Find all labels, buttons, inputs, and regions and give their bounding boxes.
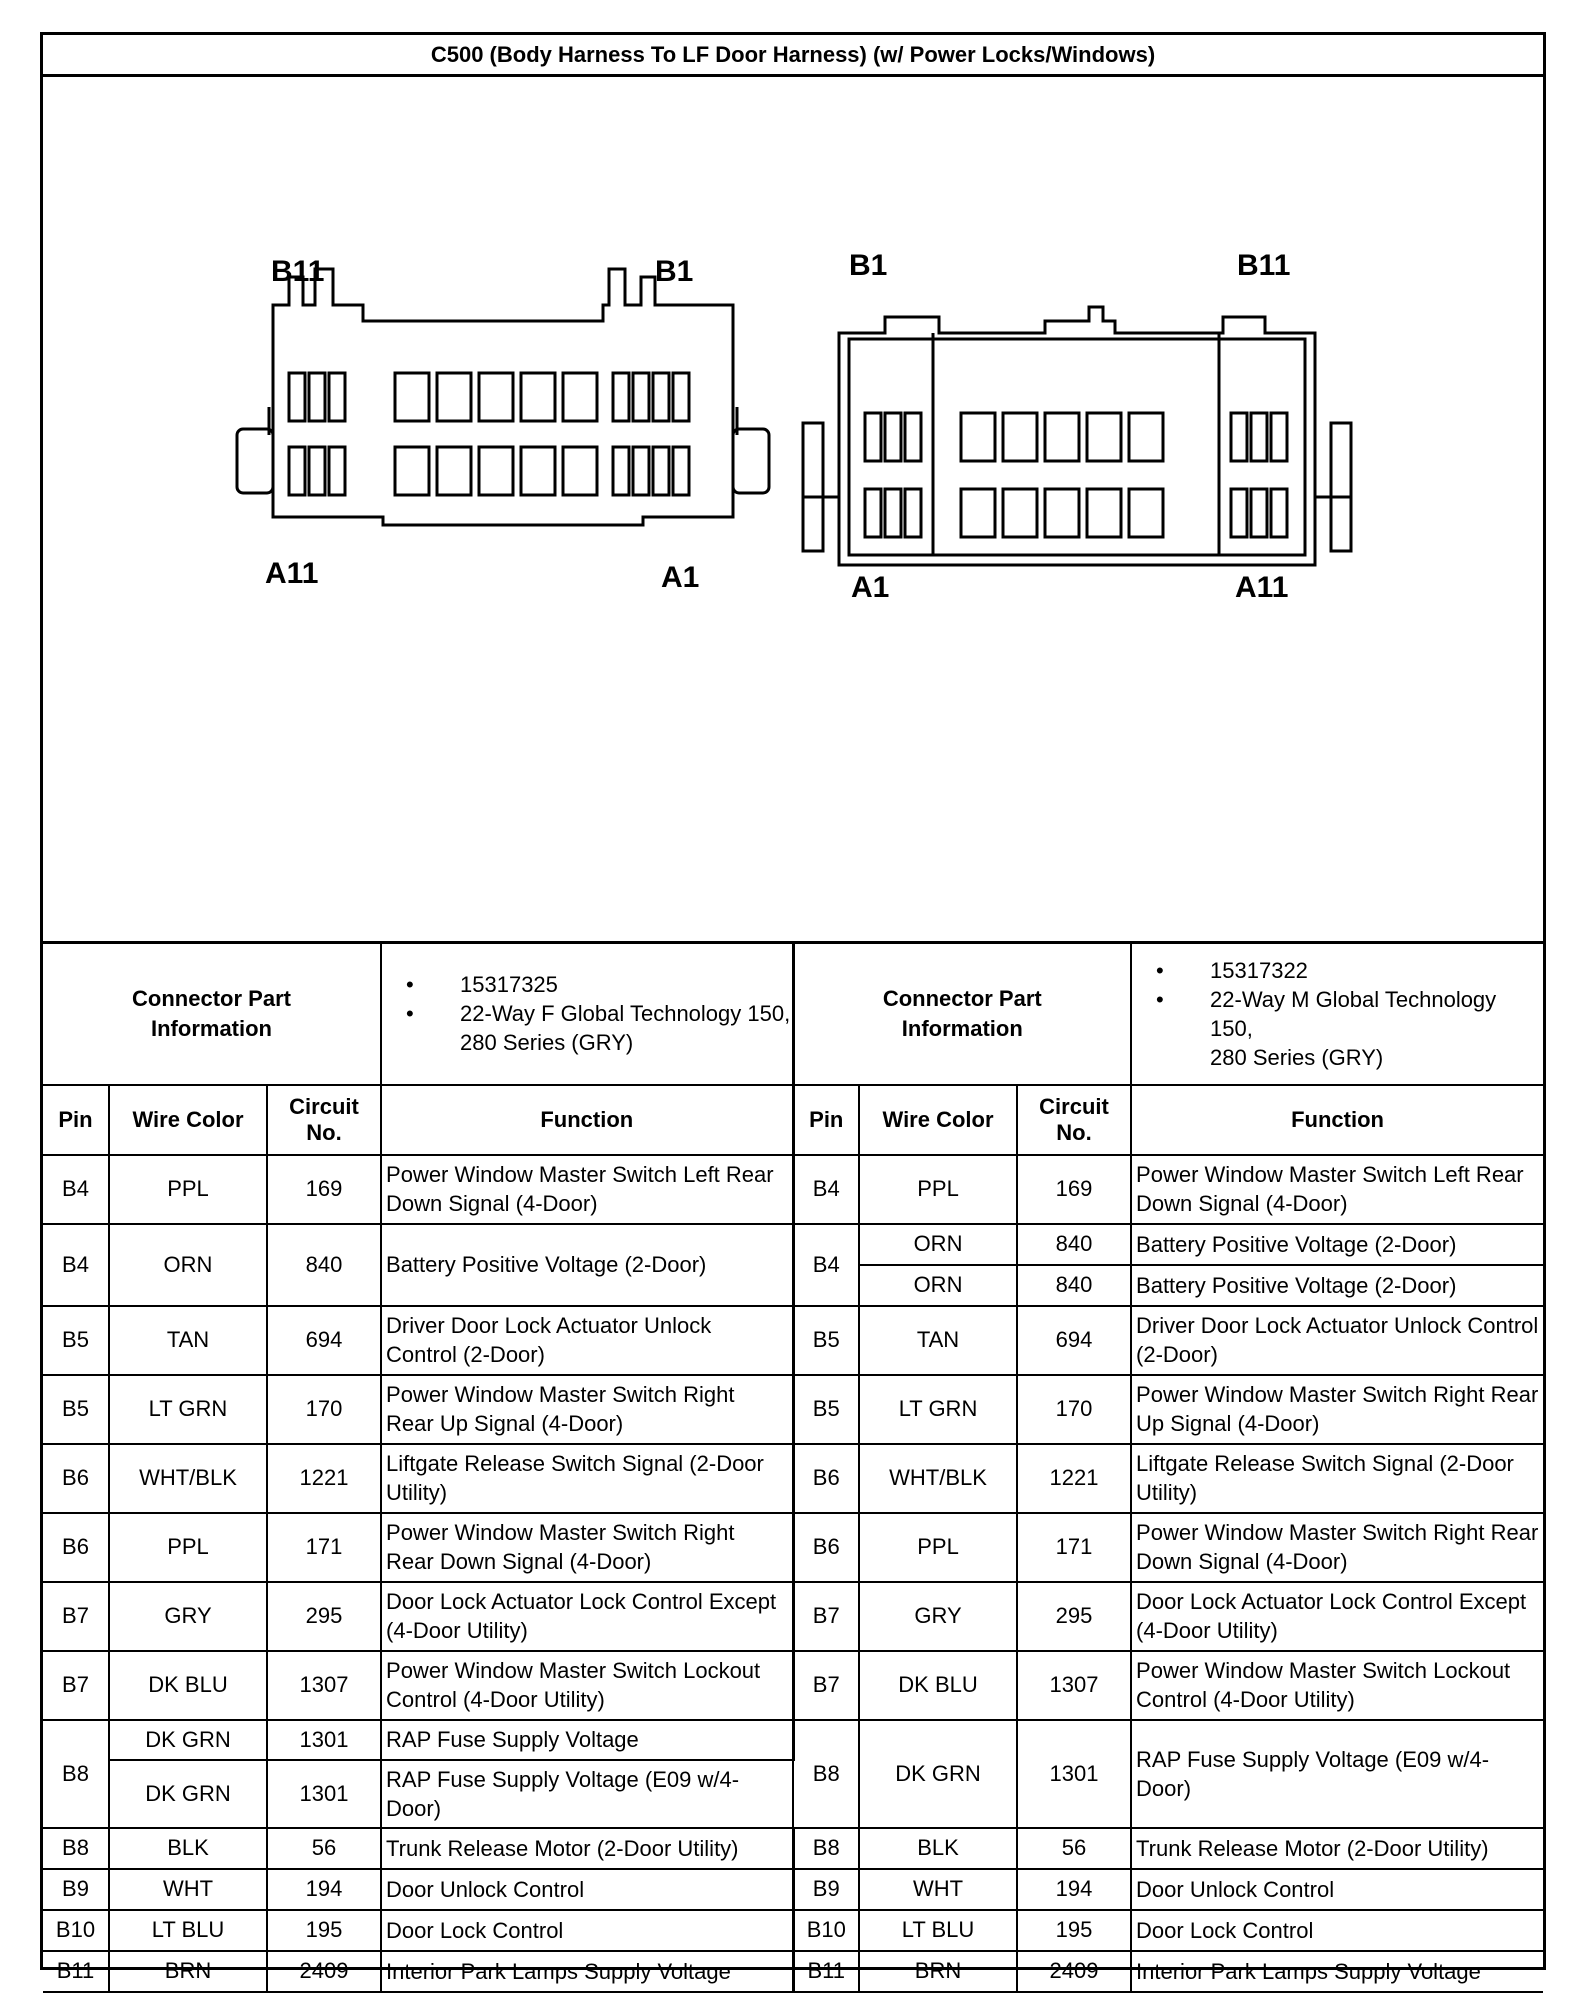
function-cell: Power Window Master Switch Left Rear Down Signal (4-Door)	[381, 1155, 793, 1224]
female-cavities-row-a	[289, 447, 689, 495]
part-info-label-line2: Information	[151, 1015, 272, 1041]
wire-color-cell: ORN	[859, 1265, 1017, 1306]
circuit-cell: 194	[1017, 1869, 1131, 1910]
pin-cell: B5	[43, 1375, 109, 1444]
wire-color-cell: PPL	[859, 1155, 1017, 1224]
wire-color-cell: LT BLU	[109, 1910, 267, 1951]
connector-sheet	[40, 32, 1546, 1984]
pin-cell: B11	[793, 1951, 859, 1992]
table-row	[43, 1306, 1543, 1375]
part-info-list-left	[382, 970, 792, 1057]
table-row	[43, 1951, 1543, 1992]
function-cell: Trunk Release Motor (2-Door Utility)	[1131, 1828, 1543, 1869]
function-cell: Battery Positive Voltage (2-Door)	[381, 1224, 793, 1306]
wire-color-cell: WHT/BLK	[859, 1444, 1017, 1513]
pin-cell: B8	[793, 1720, 859, 1828]
circuit-cell: 840	[1017, 1224, 1131, 1265]
female-label-b11: B11	[271, 255, 325, 288]
wire-color-cell: WHT	[109, 1869, 267, 1910]
circuit-cell: 195	[1017, 1910, 1131, 1951]
wire-color-cell: DK BLU	[859, 1651, 1017, 1720]
circuit-cell: 1301	[267, 1720, 381, 1760]
header-function: Function	[381, 1085, 793, 1155]
pin-cell: B9	[793, 1869, 859, 1910]
wire-color-cell: ORN	[859, 1224, 1017, 1265]
header-wire-color: Wire Color	[859, 1085, 1017, 1155]
wire-color-cell: TAN	[109, 1306, 267, 1375]
circuit-cell: 171	[1017, 1513, 1131, 1582]
circuit-cell: 2409	[267, 1951, 381, 1992]
male-cavities-row-a	[865, 489, 1287, 537]
header-pin: Pin	[793, 1085, 859, 1155]
connector-drawings	[43, 77, 1543, 943]
function-cell: Trunk Release Motor (2-Door Utility)	[381, 1828, 793, 1869]
function-cell: Door Unlock Control	[1131, 1869, 1543, 1910]
pin-cell: B6	[793, 1444, 859, 1513]
wire-color-cell: BLK	[859, 1828, 1017, 1869]
circuit-cell: 1301	[267, 1760, 381, 1828]
function-cell: Interior Park Lamps Supply Voltage	[381, 1951, 793, 1992]
pin-cell: B11	[43, 1951, 109, 1992]
wire-color-cell: GRY	[109, 1582, 267, 1651]
wire-color-cell: LT GRN	[859, 1375, 1017, 1444]
male-label-a11: A11	[1235, 571, 1289, 604]
female-label-a11: A11	[265, 557, 319, 590]
circuit-cell: 1221	[267, 1444, 381, 1513]
part-number-left: • 15317325	[406, 972, 558, 998]
circuit-cell: 170	[267, 1375, 381, 1444]
pin-cell: B4	[793, 1224, 859, 1306]
wire-color-cell: BRN	[109, 1951, 267, 1992]
connector-diagram	[43, 77, 1543, 943]
wire-color-cell: LT BLU	[859, 1910, 1017, 1951]
pin-cell: B10	[793, 1910, 859, 1951]
pin-cell: B4	[43, 1224, 109, 1306]
function-cell: Battery Positive Voltage (2-Door)	[1131, 1224, 1543, 1265]
function-cell: RAP Fuse Supply Voltage (E09 w/4-Door)	[381, 1760, 793, 1828]
function-cell: Door Lock Control	[381, 1910, 793, 1951]
header-pin: Pin	[43, 1085, 109, 1155]
function-cell: Power Window Master Switch Lockout Control (4-Door Utility)	[381, 1651, 793, 1720]
header-circuit: Circuit No.	[267, 1085, 381, 1155]
table-row	[43, 1444, 1543, 1513]
column-header-row	[43, 1085, 1543, 1155]
circuit-cell: 169	[1017, 1155, 1131, 1224]
table-row	[43, 1720, 1543, 1760]
circuit-cell: 295	[1017, 1582, 1131, 1651]
pin-cell: B4	[793, 1155, 859, 1224]
table-row	[43, 1828, 1543, 1869]
circuit-cell: 694	[267, 1306, 381, 1375]
wire-color-cell: PPL	[109, 1513, 267, 1582]
table-row	[43, 1375, 1543, 1444]
function-cell: Power Window Master Switch Right Rear Up Signal (4-Door)	[1131, 1375, 1543, 1444]
pinout-table	[43, 941, 1543, 1993]
table-row	[43, 1910, 1543, 1951]
part-info-label-line1: Connector Part	[882, 985, 1042, 1011]
circuit-cell: 1221	[1017, 1444, 1131, 1513]
function-cell: Power Window Master Switch Lockout Control (4-Door Utility)	[1131, 1651, 1543, 1720]
pin-cell: B4	[43, 1155, 109, 1224]
wire-color-cell: PPL	[109, 1155, 267, 1224]
function-cell: Power Window Master Switch Left Rear Down Signal (4-Door)	[1131, 1155, 1543, 1224]
male-cavities-row-b	[865, 413, 1287, 461]
pin-cell: B9	[43, 1869, 109, 1910]
part-info-right	[1131, 943, 1543, 1085]
circuit-cell: 840	[1017, 1265, 1131, 1306]
circuit-cell: 1307	[267, 1651, 381, 1720]
function-cell: Driver Door Lock Actuator Unlock Control (2-Door)	[381, 1306, 793, 1375]
circuit-cell: 56	[1017, 1828, 1131, 1869]
function-cell: Power Window Master Switch Right Rear Down Signal (4-Door)	[1131, 1513, 1543, 1582]
table-row	[43, 1513, 1543, 1582]
pin-cell: B7	[793, 1582, 859, 1651]
male-label-a1: A1	[851, 571, 890, 604]
function-cell: Door Lock Actuator Lock Control Except (4-Door Utility)	[1131, 1582, 1543, 1651]
circuit-cell: 171	[267, 1513, 381, 1582]
function-cell: Driver Door Lock Actuator Unlock Control (2-Door)	[1131, 1306, 1543, 1375]
function-cell: RAP Fuse Supply Voltage (E09 w/4-Door)	[1131, 1720, 1543, 1828]
table-row	[43, 1651, 1543, 1720]
pin-cell: B6	[793, 1513, 859, 1582]
pin-cell: B8	[793, 1828, 859, 1869]
function-cell: Door Lock Actuator Lock Control Except (4-Door Utility)	[381, 1582, 793, 1651]
wire-color-cell: BRN	[859, 1951, 1017, 1992]
wire-color-cell: WHT/BLK	[109, 1444, 267, 1513]
header-wire-color: Wire Color	[109, 1085, 267, 1155]
circuit-cell: 694	[1017, 1306, 1131, 1375]
wire-color-cell: DK GRN	[109, 1720, 267, 1760]
wire-color-cell: WHT	[859, 1869, 1017, 1910]
female-label-a1: A1	[661, 561, 700, 594]
table-row	[43, 1582, 1543, 1651]
wire-color-cell: PPL	[859, 1513, 1017, 1582]
part-desc-left: • 22-Way F Global Technology 150, 280 Series (GRY)	[406, 1001, 791, 1056]
function-cell: Power Window Master Switch Right Rear Down Signal (4-Door)	[381, 1513, 793, 1582]
wire-color-cell: TAN	[859, 1306, 1017, 1375]
part-info-left	[381, 943, 793, 1085]
circuit-cell: 1301	[1017, 1720, 1131, 1828]
pin-cell: B5	[793, 1375, 859, 1444]
wire-color-cell: DK GRN	[109, 1760, 267, 1828]
pin-cell: B5	[793, 1306, 859, 1375]
circuit-cell: 169	[267, 1155, 381, 1224]
header-function: Function	[1131, 1085, 1543, 1155]
part-info-row	[43, 943, 1543, 1085]
function-cell: Battery Positive Voltage (2-Door)	[1131, 1265, 1543, 1306]
wire-color-cell: GRY	[859, 1582, 1017, 1651]
part-info-label-right	[793, 943, 1131, 1085]
header-circuit: Circuit No.	[1017, 1085, 1131, 1155]
circuit-cell: 170	[1017, 1375, 1131, 1444]
wire-color-cell: DK BLU	[109, 1651, 267, 1720]
function-cell: Interior Park Lamps Supply Voltage	[1131, 1951, 1543, 1992]
function-cell: Door Unlock Control	[381, 1869, 793, 1910]
pin-cell: B5	[43, 1306, 109, 1375]
pin-cell: B6	[43, 1513, 109, 1582]
function-cell: Liftgate Release Switch Signal (2-Door Utility)	[1131, 1444, 1543, 1513]
wire-color-cell: LT GRN	[109, 1375, 267, 1444]
table-row	[43, 1869, 1543, 1910]
pin-cell: B7	[43, 1582, 109, 1651]
male-label-b1: B1	[849, 249, 888, 282]
function-cell: RAP Fuse Supply Voltage	[381, 1720, 793, 1760]
circuit-cell: 194	[267, 1869, 381, 1910]
part-info-label-line2: Information	[901, 1015, 1023, 1041]
pin-cell: B8	[43, 1828, 109, 1869]
part-info-label-left	[43, 943, 381, 1085]
part-info-list-right	[1132, 956, 1543, 1072]
pin-cell: B7	[793, 1651, 859, 1720]
part-desc-right: • 22-Way M Global Technology 150, 280 Series (GRY)	[1156, 986, 1497, 1070]
pin-cell: B8	[43, 1720, 109, 1828]
female-label-b1: B1	[655, 255, 694, 288]
part-info-label-line1: Connector Part	[132, 985, 291, 1011]
wire-color-cell: DK GRN	[859, 1720, 1017, 1828]
male-label-b11: B11	[1237, 249, 1291, 282]
circuit-cell: 195	[267, 1910, 381, 1951]
part-number-right: • 15317322	[1156, 957, 1308, 983]
table-row	[43, 1155, 1543, 1224]
circuit-cell: 56	[267, 1828, 381, 1869]
circuit-cell: 1307	[1017, 1651, 1131, 1720]
circuit-cell: 840	[267, 1224, 381, 1306]
wire-color-cell: BLK	[109, 1828, 267, 1869]
female-cavities-row-b	[289, 373, 689, 421]
page-title: C500 (Body Harness To LF Door Harness) (w/ Power Locks/Windows)	[43, 35, 1543, 77]
wire-color-cell: ORN	[109, 1224, 267, 1306]
function-cell: Liftgate Release Switch Signal (2-Door Utility)	[381, 1444, 793, 1513]
circuit-cell: 295	[267, 1582, 381, 1651]
pin-cell: B10	[43, 1910, 109, 1951]
function-cell: Door Lock Control	[1131, 1910, 1543, 1951]
circuit-cell: 2409	[1017, 1951, 1131, 1992]
pin-cell: B7	[43, 1651, 109, 1720]
pin-cell: B6	[43, 1444, 109, 1513]
table-row	[43, 1224, 1543, 1265]
function-cell: Power Window Master Switch Right Rear Up Signal (4-Door)	[381, 1375, 793, 1444]
